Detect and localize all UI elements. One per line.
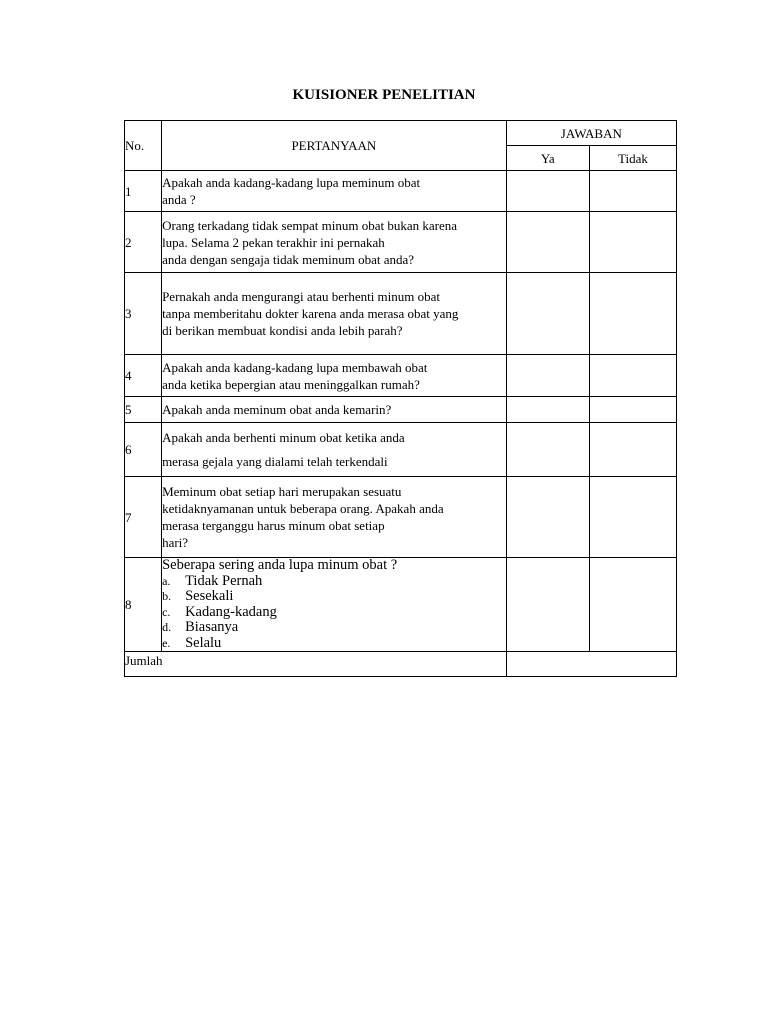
question-line: Seberapa sering anda lupa minum obat ?	[162, 557, 398, 573]
table-row	[125, 423, 677, 477]
question-text	[162, 212, 507, 273]
question-line: lupa. Selama 2 pekan terakhir ini pernakah	[162, 234, 385, 250]
answer-yes-cell[interactable]	[506, 171, 589, 212]
option-text: Tidak Pernah	[185, 572, 263, 589]
answer-no-cell[interactable]	[589, 423, 676, 477]
question-line: anda ?	[162, 192, 196, 207]
answer-no-cell[interactable]	[589, 355, 676, 397]
answer-yes-cell[interactable]	[506, 558, 589, 652]
answer-yes-cell[interactable]	[506, 477, 589, 558]
option-letter: e.	[162, 635, 171, 650]
question-line: Apakah anda berhenti minum obat ketika anda	[162, 430, 405, 445]
question-line: ketidaknyamanan untuk beberapa orang. Apakah anda	[162, 501, 444, 516]
answer-yes-cell[interactable]	[506, 397, 589, 423]
answer-no-cell[interactable]	[589, 558, 676, 652]
table-row	[125, 397, 677, 423]
answer-no-cell[interactable]	[589, 171, 676, 212]
table-row	[125, 477, 677, 558]
option-text: Biasanya	[185, 619, 239, 635]
answer-no-cell[interactable]	[589, 477, 676, 558]
answer-option	[162, 605, 506, 621]
table-row	[125, 558, 677, 652]
table-row	[125, 273, 677, 355]
question-line: di berikan membuat kondisi anda lebih parah?	[162, 323, 403, 338]
answer-no-cell[interactable]	[589, 397, 676, 423]
option-letter: b.	[162, 589, 172, 603]
row-number: 3	[125, 273, 162, 355]
row-number: 6	[125, 423, 162, 477]
row-number: 8	[125, 558, 162, 652]
option-text: Sesekali	[185, 588, 234, 604]
total-value-cell[interactable]	[506, 652, 676, 677]
question-line: Apakah anda kadang-kadang lupa meminum obat	[162, 175, 421, 190]
table-row	[125, 171, 677, 212]
header-no-answer: Tidak	[589, 146, 676, 171]
header-no: No.	[125, 121, 162, 171]
answer-option	[162, 636, 506, 652]
option-text: Kadang-kadang	[185, 603, 277, 620]
answer-no-cell[interactable]	[589, 212, 676, 273]
header-yes: Ya	[506, 146, 589, 171]
answer-yes-cell[interactable]	[506, 355, 589, 397]
question-text	[162, 355, 507, 397]
answer-no-cell[interactable]	[589, 273, 676, 355]
question-line: Orang terkadang tidak sempat minum obat bukan karena	[162, 217, 457, 233]
question-text	[162, 171, 507, 212]
question-line: merasa gejala yang dialami telah terkendali	[162, 454, 388, 469]
header-answer: JAWABAN	[506, 121, 676, 146]
question-line: Apakah anda meminum obat anda kemarin?	[162, 402, 392, 417]
row-number: 4	[125, 355, 162, 397]
question-text	[162, 477, 507, 558]
document-title: KUISIONER PENELITIAN	[292, 87, 476, 103]
option-text: Selalu	[185, 634, 222, 651]
question-line: tanpa memberitahu dokter karena anda merasa obat yang	[162, 306, 459, 321]
question-line: Meminum obat setiap hari merupakan sesuatu	[162, 484, 402, 499]
question-line: anda ketika bepergian atau meninggalkan rumah?	[162, 376, 420, 392]
row-number: 1	[125, 171, 162, 212]
row-number: 2	[125, 212, 162, 273]
question-line: hari?	[162, 535, 189, 550]
table-row	[125, 212, 677, 273]
total-label: Jumlah	[125, 652, 507, 677]
answer-option	[162, 589, 506, 605]
table-row	[125, 355, 677, 397]
answer-yes-cell[interactable]	[506, 423, 589, 477]
option-letter: d.	[162, 620, 172, 634]
questionnaire-table	[124, 120, 677, 677]
row-number: 5	[125, 397, 162, 423]
question-line: merasa terganggu harus minum obat setiap	[162, 518, 385, 533]
question-text	[162, 423, 507, 477]
question-text	[162, 397, 507, 423]
answer-yes-cell[interactable]	[506, 212, 589, 273]
header-question: PERTANYAAN	[162, 121, 507, 171]
question-text	[162, 273, 507, 355]
question-line: Apakah anda kadang-kadang lupa membawah obat	[162, 359, 428, 375]
question-line: anda dengan sengaja tidak meminum obat anda?	[162, 251, 415, 267]
question-text	[162, 558, 507, 652]
option-letter: c.	[162, 604, 171, 619]
total-row	[125, 652, 677, 677]
answer-option	[162, 620, 506, 636]
option-letter: a.	[162, 573, 171, 588]
answer-yes-cell[interactable]	[506, 273, 589, 355]
question-line: Pernakah anda mengurangi atau berhenti minum obat	[162, 289, 441, 304]
answer-option	[162, 574, 506, 590]
row-number: 7	[125, 477, 162, 558]
